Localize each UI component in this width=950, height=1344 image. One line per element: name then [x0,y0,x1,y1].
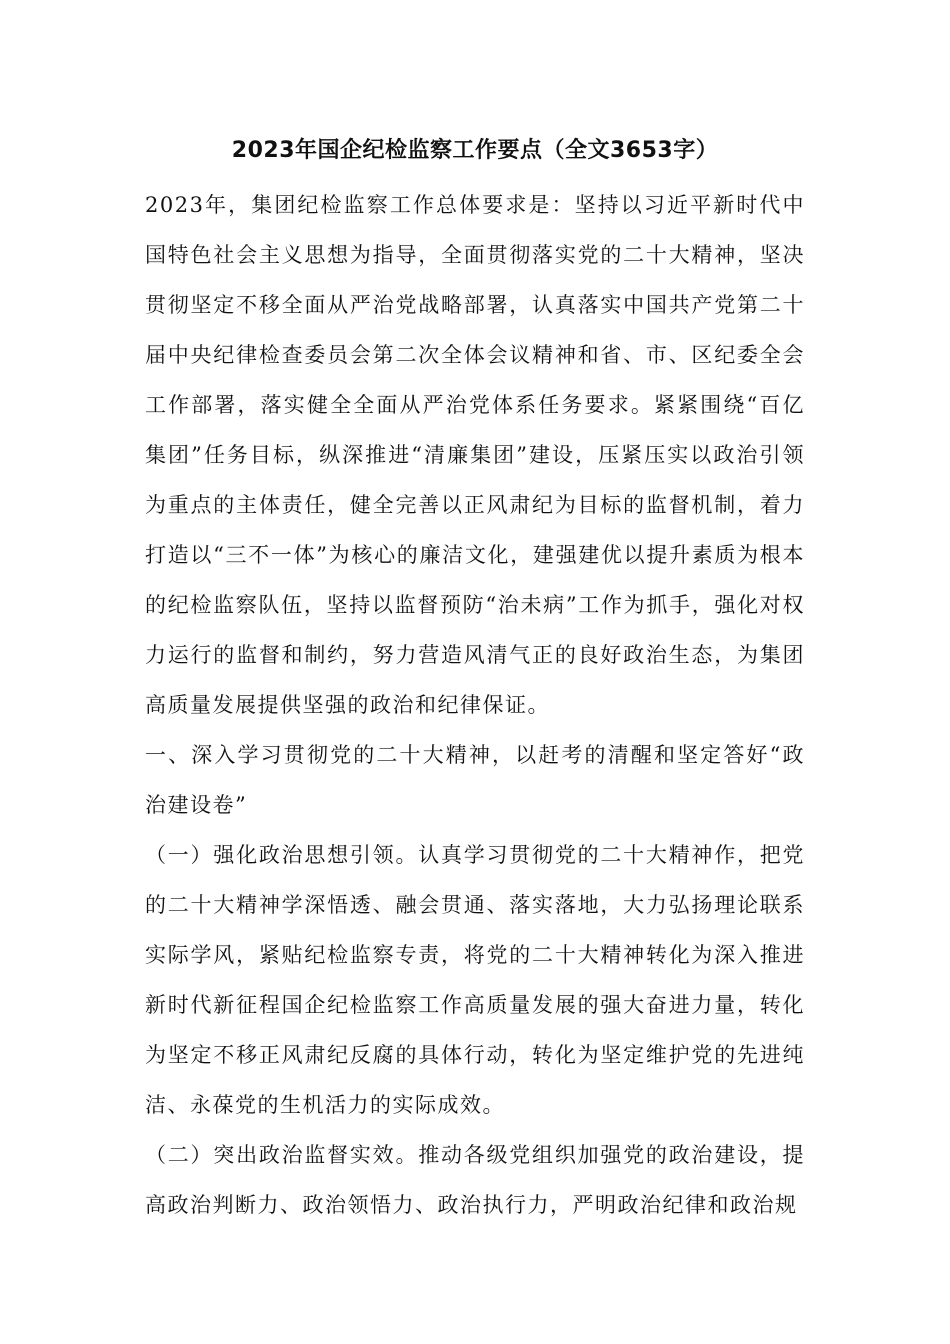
document-title: 2023年国企纪检监察工作要点（全文3653字） [231,138,719,163]
paragraph-general-requirements: 2023年，集团纪检监察工作总体要求是：坚持以习近平新时代中国特色社会主义思想为指导，全面贯彻落实党的二十大精神，坚决贯彻坚定不移全面从严治党战略部署，认真落实中国共产党第二十届中央纪律检查委员会第二次全体会议精神和省、市、区纪委全会工作部署，落实健全全面从严治党体系任务要求。紧紧围绕“百亿集团”任务目标，纵深推进“清廉集团”建设，压紧压实以政治引领为重点的主体责任，健全完善以正风肃纪为目标的监督机制，着力打造以“三不一体”为核心的廉洁文化，建强建优以提升素质为根本的纪检监察队伍，坚持以监督预防“治未病”工作为抓手，强化对权力运行的监督和制约，努力营造风清气正的良好政治生态，为集团高质量发展提供坚强的政治和纪律保证。 [145,193,805,717]
document-body [145,180,805,1230]
section-heading-1: 一、深入学习贯彻党的二十大精神，以赶考的清醒和坚定答好“政治建设卷” [145,743,805,817]
paragraph-item-1: （一）强化政治思想引领。认真学习贯彻党的二十大精神作，把党的二十大精神学深悟透、融会贯通、落实落地，大力弘扬理论联系实际学风，紧贴纪检监察专责，将党的二十大精神转化为深入推进新时代新征程国企纪检监察工作高质量发展的强大奋进力量，转化为坚定不移正风肃纪反腐的具体行动，转化为坚定维护党的先进纯洁、永葆党的生机活力的实际成效。 [145,843,805,1117]
paragraph-item-2: （二）突出政治监督实效。推动各级党组织加强党的政治建设，提高政治判断力、政治领悟力、政治执行力，严明政治纪律和政治规 [145,1143,805,1217]
